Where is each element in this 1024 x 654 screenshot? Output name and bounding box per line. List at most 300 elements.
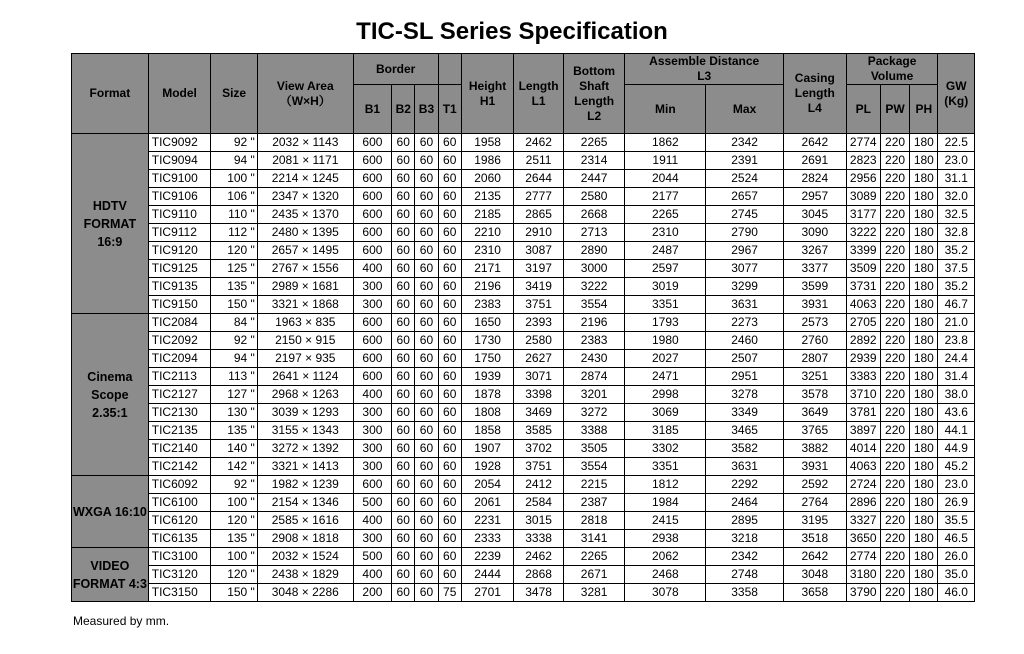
cell-model: TIC3150 [148, 584, 211, 602]
cell-model: TIC2084 [148, 314, 211, 332]
cell-view: 2908 × 1818 [257, 530, 353, 548]
cell-ph: 180 [910, 512, 938, 530]
cell-pl: 4063 [846, 458, 880, 476]
cell-pw: 220 [880, 260, 909, 278]
cell-b2: 60 [392, 134, 415, 152]
cell-pl: 2823 [846, 152, 880, 170]
cell-view: 3272 × 1392 [257, 440, 353, 458]
cell-size: 92 " [211, 476, 257, 494]
cell-l4: 2642 [783, 134, 846, 152]
cell-h1: 2061 [461, 494, 514, 512]
cell-size: 106 " [211, 188, 257, 206]
cell-gw: 46.5 [938, 530, 975, 548]
cell-ph: 180 [910, 296, 938, 314]
cell-view: 2081 × 1171 [257, 152, 353, 170]
cell-b3: 60 [415, 404, 438, 422]
cell-l2: 2874 [563, 368, 625, 386]
cell-min: 2177 [625, 188, 706, 206]
cell-l2: 3222 [563, 278, 625, 296]
cell-pw: 220 [880, 242, 909, 260]
cell-pl: 3327 [846, 512, 880, 530]
cell-pl: 2956 [846, 170, 880, 188]
cell-l2: 3272 [563, 404, 625, 422]
cell-min: 2468 [625, 566, 706, 584]
cell-model: TIC2113 [148, 368, 211, 386]
cell-b3: 60 [415, 476, 438, 494]
cell-size: 120 " [211, 242, 257, 260]
cell-l4: 2824 [783, 170, 846, 188]
cell-l2: 3554 [563, 296, 625, 314]
cell-l1: 2865 [514, 206, 563, 224]
cell-b2: 60 [392, 440, 415, 458]
cell-min: 2310 [625, 224, 706, 242]
cell-model: TIC6092 [148, 476, 211, 494]
cell-l2: 3388 [563, 422, 625, 440]
cell-max: 2745 [706, 206, 784, 224]
table-row [72, 152, 975, 170]
cell-b3: 60 [415, 422, 438, 440]
cell-h1: 2239 [461, 548, 514, 566]
cell-t1: 60 [438, 206, 461, 224]
header-border: Border [353, 54, 438, 85]
cell-b3: 60 [415, 494, 438, 512]
cell-h1: 1907 [461, 440, 514, 458]
cell-ph: 180 [910, 206, 938, 224]
cell-view: 2347 × 1320 [257, 188, 353, 206]
cell-pl: 2896 [846, 494, 880, 512]
table-row [72, 422, 975, 440]
cell-ph: 180 [910, 134, 938, 152]
cell-max: 2951 [706, 368, 784, 386]
cell-l4: 2807 [783, 350, 846, 368]
cell-gw: 26.9 [938, 494, 975, 512]
header-model: Model [148, 54, 211, 134]
cell-pw: 220 [880, 152, 909, 170]
cell-min: 2044 [625, 170, 706, 188]
page-title: TIC-SL Series Specification [356, 18, 668, 45]
cell-b3: 60 [415, 134, 438, 152]
cell-l1: 3702 [514, 440, 563, 458]
cell-max: 3631 [706, 296, 784, 314]
cell-l4: 3048 [783, 566, 846, 584]
cell-pw: 220 [880, 188, 909, 206]
spec-table-body [72, 134, 975, 602]
cell-l1: 2584 [514, 494, 563, 512]
cell-l2: 2668 [563, 206, 625, 224]
cell-l1: 2462 [514, 134, 563, 152]
cell-t1: 60 [438, 548, 461, 566]
cell-l1: 2644 [514, 170, 563, 188]
cell-t1: 60 [438, 314, 461, 332]
cell-min: 3351 [625, 296, 706, 314]
cell-t1: 60 [438, 422, 461, 440]
cell-l1: 2627 [514, 350, 563, 368]
header-view-area: View Area （W×H） [257, 54, 353, 134]
cell-max: 2464 [706, 494, 784, 512]
cell-min: 2027 [625, 350, 706, 368]
cell-model: TIC6120 [148, 512, 211, 530]
cell-max: 2342 [706, 134, 784, 152]
cell-ph: 180 [910, 404, 938, 422]
cell-h1: 1928 [461, 458, 514, 476]
cell-gw: 46.7 [938, 296, 975, 314]
cell-size: 120 " [211, 512, 257, 530]
cell-h1: 1808 [461, 404, 514, 422]
header-t1: T1 [438, 85, 461, 134]
cell-b2: 60 [392, 188, 415, 206]
cell-ph: 180 [910, 260, 938, 278]
cell-model: TIC9112 [148, 224, 211, 242]
cell-h1: 2054 [461, 476, 514, 494]
cell-b2: 60 [392, 224, 415, 242]
table-row [72, 494, 975, 512]
cell-b1: 500 [353, 494, 391, 512]
cell-pw: 220 [880, 584, 909, 602]
cell-view: 2657 × 1495 [257, 242, 353, 260]
cell-b2: 60 [392, 548, 415, 566]
cell-b2: 60 [392, 296, 415, 314]
cell-b2: 60 [392, 350, 415, 368]
table-row [72, 224, 975, 242]
cell-ph: 180 [910, 188, 938, 206]
cell-b3: 60 [415, 548, 438, 566]
cell-size: 135 " [211, 422, 257, 440]
cell-h1: 1858 [461, 422, 514, 440]
cell-t1: 60 [438, 476, 461, 494]
cell-b3: 60 [415, 584, 438, 602]
cell-min: 2062 [625, 548, 706, 566]
header-b1: B1 [353, 85, 391, 134]
cell-l2: 3141 [563, 530, 625, 548]
cell-h1: 2310 [461, 242, 514, 260]
cell-l4: 2691 [783, 152, 846, 170]
cell-t1: 60 [438, 386, 461, 404]
cell-pl: 3731 [846, 278, 880, 296]
cell-l1: 2393 [514, 314, 563, 332]
cell-size: 150 " [211, 584, 257, 602]
cell-view: 2968 × 1263 [257, 386, 353, 404]
table-row [72, 206, 975, 224]
cell-min: 3302 [625, 440, 706, 458]
cell-t1: 60 [438, 242, 461, 260]
table-row [72, 458, 975, 476]
cell-view: 2032 × 1143 [257, 134, 353, 152]
header-bottom-shaft: Bottom Shaft Length L2 [563, 54, 625, 134]
cell-gw: 23.8 [938, 332, 975, 350]
cell-max: 2292 [706, 476, 784, 494]
table-row [72, 566, 975, 584]
cell-gw: 43.6 [938, 404, 975, 422]
cell-model: TIC6100 [148, 494, 211, 512]
cell-size: 100 " [211, 548, 257, 566]
cell-size: 110 " [211, 206, 257, 224]
cell-b3: 60 [415, 260, 438, 278]
cell-t1: 60 [438, 530, 461, 548]
cell-l4: 3518 [783, 530, 846, 548]
cell-ph: 180 [910, 170, 938, 188]
cell-pw: 220 [880, 314, 909, 332]
cell-model: TIC9120 [148, 242, 211, 260]
cell-b3: 60 [415, 224, 438, 242]
cell-gw: 32.0 [938, 188, 975, 206]
cell-pw: 220 [880, 170, 909, 188]
cell-ph: 180 [910, 314, 938, 332]
table-row [72, 404, 975, 422]
cell-t1: 60 [438, 368, 461, 386]
cell-pl: 4063 [846, 296, 880, 314]
cell-view: 2150 × 915 [257, 332, 353, 350]
cell-l4: 3658 [783, 584, 846, 602]
table-row [72, 548, 975, 566]
table-row [72, 512, 975, 530]
cell-b3: 60 [415, 242, 438, 260]
header-border-blank [438, 54, 461, 85]
cell-b3: 60 [415, 440, 438, 458]
header-max: Max [706, 85, 784, 134]
cell-t1: 60 [438, 170, 461, 188]
cell-l1: 3585 [514, 422, 563, 440]
cell-l1: 2412 [514, 476, 563, 494]
cell-b3: 60 [415, 368, 438, 386]
header-ph: PH [910, 85, 938, 134]
cell-b3: 60 [415, 278, 438, 296]
cell-gw: 35.2 [938, 278, 975, 296]
cell-b2: 60 [392, 458, 415, 476]
cell-gw: 44.1 [938, 422, 975, 440]
cell-l1: 3419 [514, 278, 563, 296]
cell-min: 3019 [625, 278, 706, 296]
cell-pw: 220 [880, 422, 909, 440]
cell-b2: 60 [392, 260, 415, 278]
cell-size: 94 " [211, 152, 257, 170]
cell-h1: 1986 [461, 152, 514, 170]
cell-b3: 60 [415, 332, 438, 350]
cell-b1: 300 [353, 422, 391, 440]
cell-min: 2597 [625, 260, 706, 278]
cell-pl: 3383 [846, 368, 880, 386]
cell-min: 2471 [625, 368, 706, 386]
cell-pw: 220 [880, 440, 909, 458]
cell-pl: 2774 [846, 548, 880, 566]
cell-b1: 600 [353, 476, 391, 494]
cell-model: TIC9100 [148, 170, 211, 188]
cell-h1: 2135 [461, 188, 514, 206]
cell-b3: 60 [415, 530, 438, 548]
header-min: Min [625, 85, 706, 134]
cell-pw: 220 [880, 386, 909, 404]
cell-pw: 220 [880, 512, 909, 530]
cell-size: 150 " [211, 296, 257, 314]
cell-b3: 60 [415, 512, 438, 530]
cell-l2: 2580 [563, 188, 625, 206]
cell-size: 135 " [211, 530, 257, 548]
cell-gw: 26.0 [938, 548, 975, 566]
cell-l4: 3377 [783, 260, 846, 278]
cell-h1: 2171 [461, 260, 514, 278]
cell-b1: 300 [353, 458, 391, 476]
cell-min: 1793 [625, 314, 706, 332]
cell-min: 2487 [625, 242, 706, 260]
cell-l1: 2580 [514, 332, 563, 350]
cell-t1: 60 [438, 332, 461, 350]
cell-view: 2154 × 1346 [257, 494, 353, 512]
cell-pw: 220 [880, 332, 909, 350]
cell-model: TIC2130 [148, 404, 211, 422]
cell-max: 2790 [706, 224, 784, 242]
cell-pl: 3781 [846, 404, 880, 422]
table-row [72, 278, 975, 296]
cell-b1: 500 [353, 548, 391, 566]
cell-view: 2585 × 1616 [257, 512, 353, 530]
cell-l2: 2196 [563, 314, 625, 332]
cell-pl: 2939 [846, 350, 880, 368]
cell-l1: 3398 [514, 386, 563, 404]
cell-l1: 2777 [514, 188, 563, 206]
cell-b2: 60 [392, 242, 415, 260]
cell-size: 92 " [211, 332, 257, 350]
cell-pl: 3089 [846, 188, 880, 206]
cell-pw: 220 [880, 134, 909, 152]
header-pl: PL [846, 85, 880, 134]
cell-model: TIC2135 [148, 422, 211, 440]
cell-model: TIC2092 [148, 332, 211, 350]
cell-ph: 180 [910, 368, 938, 386]
cell-t1: 60 [438, 224, 461, 242]
cell-max: 3278 [706, 386, 784, 404]
cell-l1: 3015 [514, 512, 563, 530]
cell-min: 2265 [625, 206, 706, 224]
cell-t1: 60 [438, 260, 461, 278]
table-row [72, 440, 975, 458]
cell-max: 2273 [706, 314, 784, 332]
cell-ph: 180 [910, 440, 938, 458]
cell-b1: 600 [353, 188, 391, 206]
cell-ph: 180 [910, 584, 938, 602]
cell-h1: 2333 [461, 530, 514, 548]
cell-max: 3349 [706, 404, 784, 422]
cell-gw: 35.2 [938, 242, 975, 260]
cell-l1: 3087 [514, 242, 563, 260]
cell-view: 2438 × 1829 [257, 566, 353, 584]
cell-b2: 60 [392, 206, 415, 224]
cell-t1: 60 [438, 458, 461, 476]
cell-gw: 24.4 [938, 350, 975, 368]
header-format: Format [72, 54, 149, 134]
format-group-label: Cinema Scope 2.35:1 [72, 314, 149, 476]
cell-b2: 60 [392, 584, 415, 602]
cell-l2: 2430 [563, 350, 625, 368]
cell-l4: 3195 [783, 512, 846, 530]
cell-l2: 2383 [563, 332, 625, 350]
cell-view: 2480 × 1395 [257, 224, 353, 242]
cell-min: 2415 [625, 512, 706, 530]
cell-model: TIC6135 [148, 530, 211, 548]
cell-b1: 600 [353, 134, 391, 152]
cell-l4: 2642 [783, 548, 846, 566]
cell-h1: 1730 [461, 332, 514, 350]
cell-l4: 3251 [783, 368, 846, 386]
table-row [72, 386, 975, 404]
cell-pw: 220 [880, 494, 909, 512]
cell-max: 3465 [706, 422, 784, 440]
cell-view: 2435 × 1370 [257, 206, 353, 224]
cell-ph: 180 [910, 242, 938, 260]
cell-view: 2641 × 1124 [257, 368, 353, 386]
header-pw: PW [880, 85, 909, 134]
cell-l1: 2910 [514, 224, 563, 242]
cell-l1: 2462 [514, 548, 563, 566]
cell-view: 3039 × 1293 [257, 404, 353, 422]
cell-pl: 3650 [846, 530, 880, 548]
cell-max: 3631 [706, 458, 784, 476]
cell-gw: 21.0 [938, 314, 975, 332]
cell-l4: 3765 [783, 422, 846, 440]
table-row [72, 476, 975, 494]
table-row [72, 314, 975, 332]
cell-l4: 2957 [783, 188, 846, 206]
cell-min: 3069 [625, 404, 706, 422]
cell-min: 1980 [625, 332, 706, 350]
cell-model: TIC2142 [148, 458, 211, 476]
cell-max: 2391 [706, 152, 784, 170]
cell-b1: 600 [353, 224, 391, 242]
cell-b1: 200 [353, 584, 391, 602]
cell-view: 2032 × 1524 [257, 548, 353, 566]
cell-pl: 2774 [846, 134, 880, 152]
cell-size: 100 " [211, 170, 257, 188]
cell-ph: 180 [910, 494, 938, 512]
cell-view: 2989 × 1681 [257, 278, 353, 296]
cell-h1: 1939 [461, 368, 514, 386]
cell-pw: 220 [880, 548, 909, 566]
cell-pl: 3509 [846, 260, 880, 278]
cell-min: 1812 [625, 476, 706, 494]
cell-l2: 2265 [563, 134, 625, 152]
cell-b1: 600 [353, 350, 391, 368]
cell-gw: 22.5 [938, 134, 975, 152]
cell-max: 2657 [706, 188, 784, 206]
cell-size: 120 " [211, 566, 257, 584]
cell-l4: 3882 [783, 440, 846, 458]
cell-max: 2507 [706, 350, 784, 368]
cell-gw: 31.1 [938, 170, 975, 188]
cell-size: 140 " [211, 440, 257, 458]
cell-pl: 3790 [846, 584, 880, 602]
footer-note: Measured by mm. [73, 614, 170, 628]
cell-l4: 2573 [783, 314, 846, 332]
cell-h1: 2383 [461, 296, 514, 314]
cell-pl: 3399 [846, 242, 880, 260]
cell-b3: 60 [415, 170, 438, 188]
cell-ph: 180 [910, 548, 938, 566]
cell-l4: 3649 [783, 404, 846, 422]
cell-b3: 60 [415, 152, 438, 170]
cell-l2: 3201 [563, 386, 625, 404]
cell-h1: 1878 [461, 386, 514, 404]
cell-b1: 300 [353, 296, 391, 314]
cell-pl: 3710 [846, 386, 880, 404]
cell-ph: 180 [910, 476, 938, 494]
cell-b1: 600 [353, 242, 391, 260]
cell-pl: 3180 [846, 566, 880, 584]
cell-b2: 60 [392, 476, 415, 494]
cell-b1: 600 [353, 332, 391, 350]
cell-b2: 60 [392, 530, 415, 548]
cell-pl: 2892 [846, 332, 880, 350]
cell-b1: 400 [353, 386, 391, 404]
cell-b1: 300 [353, 404, 391, 422]
cell-ph: 180 [910, 422, 938, 440]
